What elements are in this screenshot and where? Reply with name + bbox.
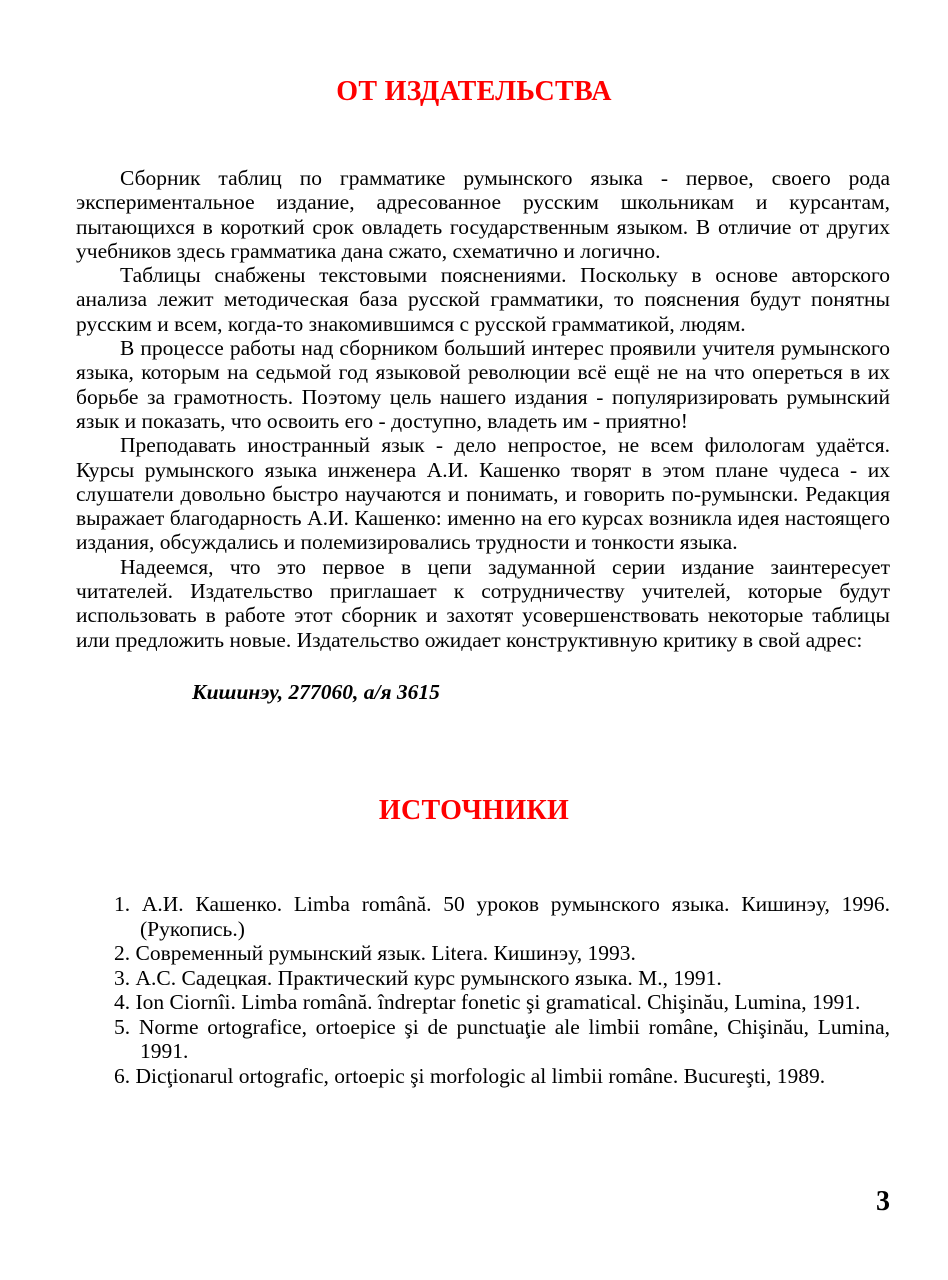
source-item: 1. А.И. Кашенко. Limba română. 50 уроков румынского языка. Кишинэу, 1996. (Рукопись.) (114, 892, 890, 941)
source-item: 6. Dicţionarul ortografic, ortoepic şi morfologic al limbii române. Bucureşti, 1989. (114, 1063, 826, 1088)
paragraph: В процессе работы над сборником больший интерес проявили учителя румынского языка, которым на седьмой год языковой революции всё ещё не на что опереться в их борьбе за грамотность. Поэтому цель нашего издания - популяризировать румынский язык и показать, что освоить его - доступно, владеть им - приятно! (76, 336, 890, 433)
paragraph: Таблицы снабжены текстовыми пояснениями. Поскольку в основе авторского анализа лежит методическая база русской грамматики, то пояснения будут понятны русским и всем, когда-то знакомившимся с русской грамматикой, людям. (76, 263, 890, 336)
sources-list (114, 892, 890, 1088)
paragraph: Надеемся, что это первое в цепи задуманной серии издание заинтересует читателей. Издательство приглашает к сотрудничеству учителей, которые будут использовать в работе этот сборник и захотят усовершенствовать некоторые таблицы или предложить новые. Издательство ожидает конструктивную критику в свой адрес: (76, 554, 890, 652)
source-item: 2. Современный румынский язык. Litera. Кишинэу, 1993. (114, 941, 636, 965)
paragraph: Преподавать иностранный язык - дело непростое, не всем филологам удаётся. Курсы румынского языка инженера А.И. Кашенко творят в этом плане чудеса - их слушатели довольно быстро научаются и понимать, и говорить по-румынски. Редакция выражает благодарность А.И. Кашенко: именно на его курсах возникла идея настоящего издания, обсуждались и полемизировались трудности и тонкости языка. (76, 433, 890, 555)
source-item: 3. А.С. Садецкая. Практический курс румынского языка. М., 1991. (114, 965, 722, 990)
page-number: 3 (876, 1186, 890, 1217)
source-item: 4. Ion Ciornîi. Limba română. îndreptar fonetic şi gramatical. Chişinău, Lumina, 1991. (114, 990, 861, 1014)
publisher-address: Кишинэу, 277060, а/я 3615 (192, 680, 440, 704)
section-title-publisher: ОТ ИЗДАТЕЛЬСТВА (336, 76, 612, 107)
publisher-note (76, 166, 890, 652)
paragraph: Сборник таблиц по грамматике румынского языка - первое, своего рода экспериментальное издание, адресованное русским школьникам и курсантам, пытающихся в короткий срок овладеть государственным языком. В отличие от других учебников здесь грамматика дана сжато, схематично и логично. (76, 166, 890, 263)
source-item: 5. Norme ortografice, ortoepice şi de punctuaţie ale limbii române, Chişinău, Lumina, 1991. (114, 1014, 890, 1063)
section-title-sources: ИСТОЧНИКИ (378, 795, 570, 826)
